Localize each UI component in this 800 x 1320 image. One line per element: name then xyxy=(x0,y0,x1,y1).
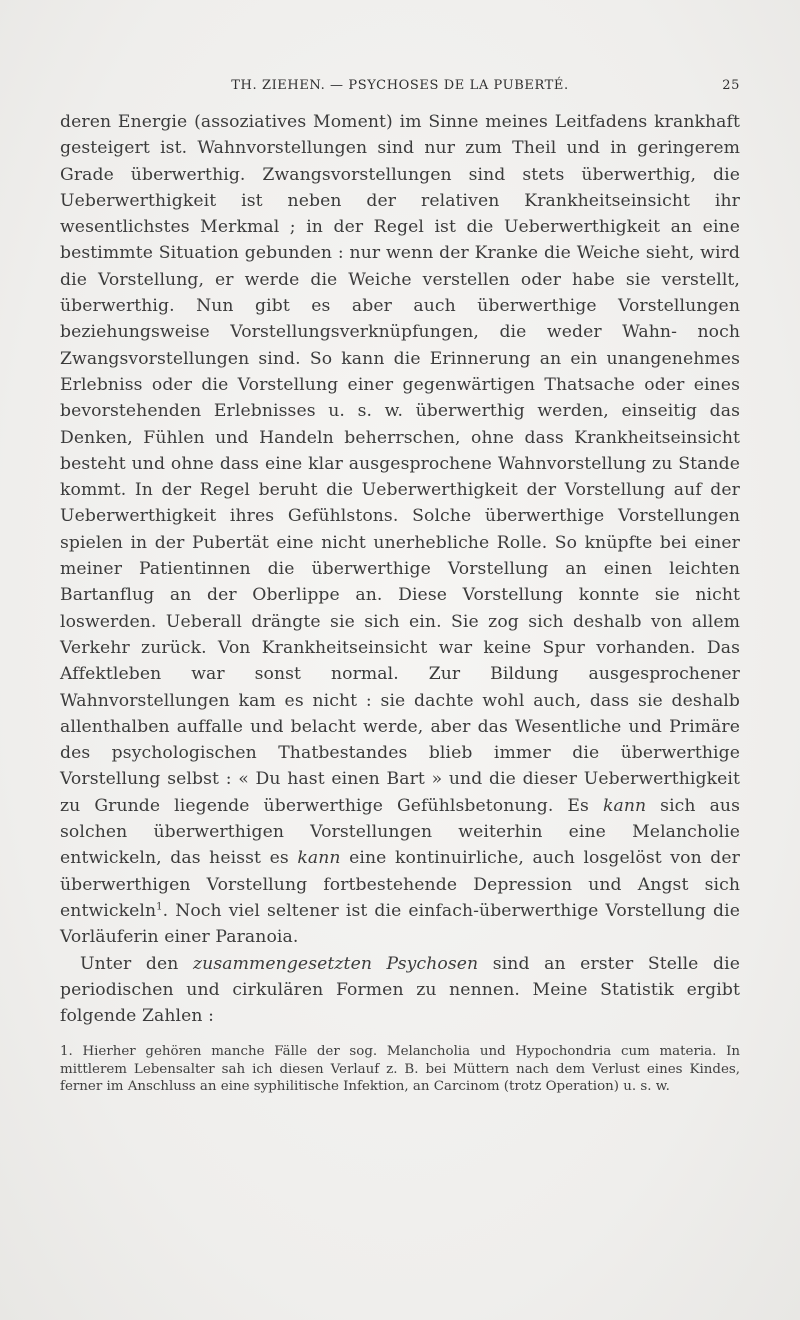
running-header xyxy=(60,72,740,98)
paragraph-1 xyxy=(60,109,740,951)
running-title: TH. ZIEHEN. — PSYCHOSES DE LA PUBERTÉ. xyxy=(231,78,569,93)
paragraph-2 xyxy=(60,951,740,1030)
paragraph-1-part-a: deren Energie (assoziatives Moment) im Sinne meines Leitfadens krankhaft gesteigert ist. Wahnvorstellungen sind nur zum Theil und in geringerem Grade überwerthig. Zwangsvorstellungen sind stets überwerthig, die Ueberwerthigkeit ist neben der relativen Krankheitseinsicht ihr wesentlichstes Merkmal ; in der Regel ist die Ueberwerthigkeit an eine bestimmte Situation gebunden : nur wenn der Kranke die Weiche sieht, wird die Vorstellung, er werde die Weiche verstellen oder habe sie verstellt, überwerthig. Nun gibt es aber auch überwerthige Vorstellungen beziehungsweise Vorstellungsverknüpfungen, die weder Wahn- noch Zwangsvorstellungen sind. So kann die Erinnerung an ein unangenehmes Erlebniss oder die Vorstellung einer gegenwärtigen Thatsache oder eines bevorstehenden Erlebnisses u. s. w. überwerthig werden, einseitig das Denken, Fühlen und Handeln beherrschen, ohne dass Krankheitseinsicht besteht und ohne dass eine klar ausgesprochene Wahnvorstellung zu Stande kommt. In der Regel beruht die Ueberwerthigkeit der Vorstellung auf der Ueberwerthigkeit ihres Gefühlstons. Solche überwerthige Vorstellungen spielen in der Pubertät eine nicht unerhebliche Rolle. So knüpfte bei einer meiner Patientinnen die überwerthige Vorstellung an einen leichten Bartanflug an der Oberlippe an. Diese Vorstellung konnte sie nicht loswerden. Ueberall drängte sie sich ein. Sie zog sich deshalb von allem Verkehr zurück. Von Krankheitseinsicht war keine Spur vorhanden. Das Affektleben war sonst normal. Zur Bildung ausgesprochener Wahnvorstellungen kam es nicht : sie dachte wohl auch, dass sie deshalb allenthalben auffalle und belacht werde, aber das Wesentliche und Primäre des psychologischen Thatbestandes blieb immer die überwerthige Vorstellung selbst : « Du hast einen Bart » und die dieser Ueberwerthigkeit zu Grunde liegende überwerthige Gefühlsbetonung. Es xyxy=(60,112,740,816)
emphasis-kann-2: kann xyxy=(297,848,341,869)
footnote-marker[interactable]: 1 xyxy=(156,901,163,913)
page-content xyxy=(60,72,740,1096)
body-text xyxy=(60,109,740,1029)
paragraph-2-part-a: Unter den xyxy=(80,953,193,974)
emphasis-zusammengesetzten-psychosen: zusammengesetzten Psychosen xyxy=(193,953,479,974)
emphasis-kann-1: kann xyxy=(602,795,647,816)
footnote: 1. Hierher gehören manche Fälle der sog. Melancholia und Hypochondria cum materia. In mittlerem Lebensalter sah ich diesen Verlauf z. B. bei Müttern nach dem Verlust eines Kindes, ferner im Anschluss an eine syphilitische Infektion, an Carcinom (trotz Operation) u. s. w. xyxy=(60,1044,740,1095)
page-number: 25 xyxy=(722,78,740,93)
paragraph-1-part-b: sich aus solchen überwerthigen Vorstellungen weiterhin eine Melancholie entwickeln, das heisst es xyxy=(60,795,740,869)
paragraph-1-part-d: . Noch viel seltener ist die einfach-überwerthige Vorstellung die Vorläuferin einer Paranoia. xyxy=(60,900,740,948)
paragraph-1-part-c: eine kontinuirliche, auch losgelöst von der überwerthigen Vorstellung fortbestehende Depression und Angst sich entwickeln xyxy=(60,848,740,921)
paragraph-2-part-b: sind an erster Stelle die periodischen und cirkulären Formen zu nennen. Meine Statistik ergibt folgende Zahlen : xyxy=(60,953,740,1027)
